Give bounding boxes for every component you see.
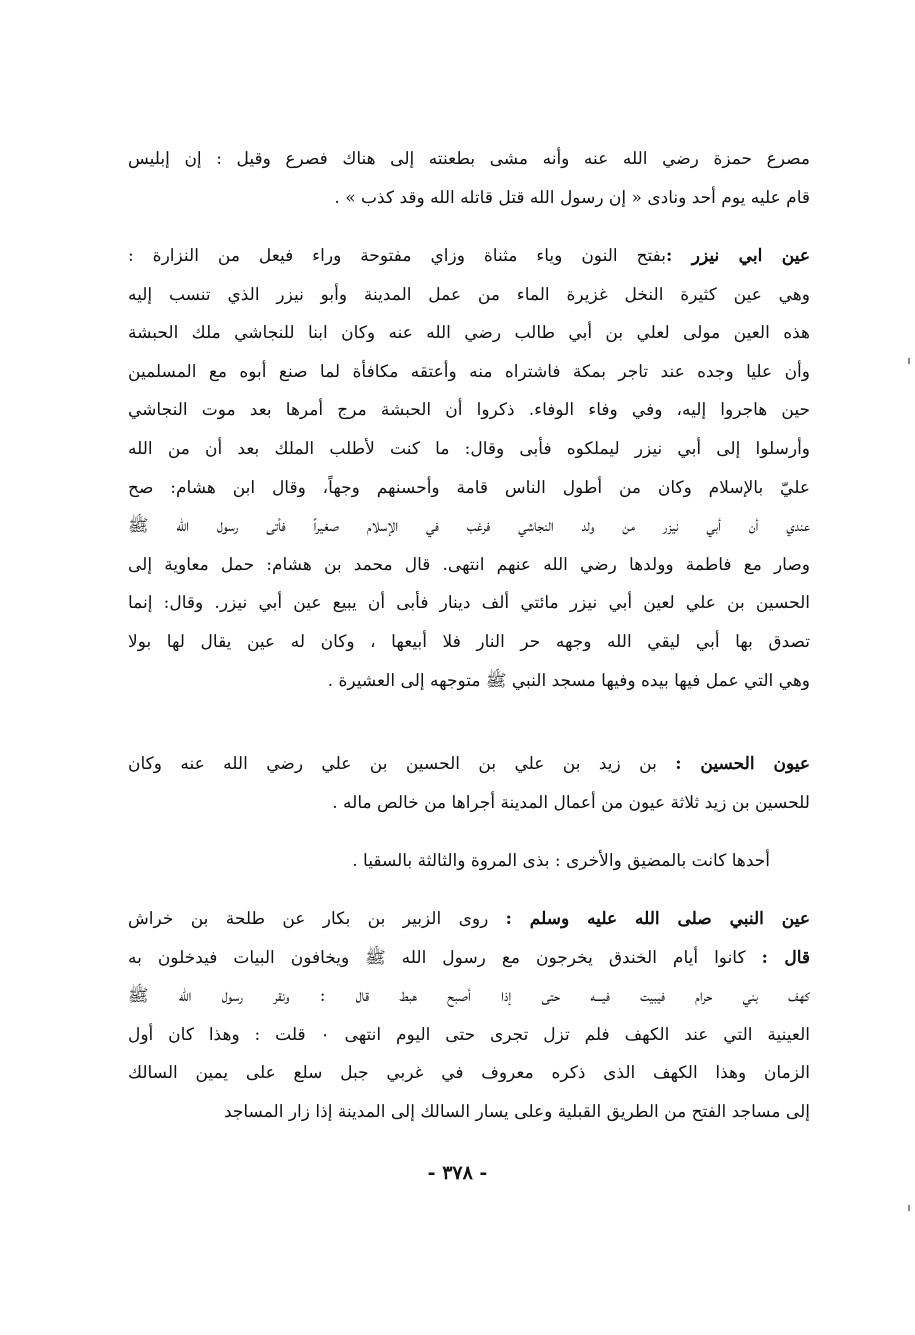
text-line: وأن عليا وجده عند تاجر بمكة فاشتراه منه وأعتقه مكافأة لما صنع أبوه مع المسلمين [128,361,810,382]
text-line [128,237,810,276]
entry-text: بفتح النون وياء مثناة وزاي مفتوحة وراء فيعل من النزارة : [128,246,667,266]
text-line: عليّ بالإسلام وكان من أطول الناس قامة وأحسنهم وجهاً، وقال ابن هشام: صح [128,477,810,498]
text-line: هذه العين مولى لعلي بن أبي طالب رضي الله عنه وكان ابنا للنجاشي ملك الحبشة [128,323,810,344]
text-line: أحدها كانت بالمضيق والأخرى : بذى المروة والثالثة بالسقيا . [352,851,770,871]
text-line: عندي أن أبي نيزر من ولد النجاشي فرغب في الإسلام صغيراً فأتى رسول الله ﷺ [128,516,810,537]
scan-edge-mark [908,1205,910,1211]
text-line [128,745,810,784]
text-line [128,900,810,939]
text-line: قام عليه يوم أحد ونادى « إن رسول الله قتل قاتله الله وقد كذب » . [334,187,810,208]
text-line: كهف بني حرام فيبيت فيـــه حتى إذا أصبح هبط قال : ونقر رسول الله ﷺ [128,986,810,1007]
entry-text: روى الزبير بن بكار عن طلحة بن خراش [128,909,489,929]
text-line [128,939,810,978]
text-line: وهي عين كثيرة النخل غزيرة الماء من عمل المدينة وأبو نيزر الذي تنسب إليه [128,284,810,305]
paragraph-4 [128,842,810,881]
scan-edge-mark [908,358,910,364]
paragraph-3 [128,745,810,822]
paragraph-5 [128,900,810,1132]
text-line: الحسين بن علي لعين أبي نيزر مائتي ألف دينار فأبى أن يبيع عين أبي نيزر. وقال: إنما [128,593,810,614]
entry-text: كانوا أيام الخندق يخرجون مع رسول الله ﷺ ويخافون البيات فيدخلون به [128,947,746,968]
inline-heading: قال : [761,947,810,968]
text-line: للحسين بن زيد ثلاثة عيون من أعمال المدينة أجراها من خالص ماله . [332,792,810,813]
text-line: الزمان وهذا الكهف الذى ذكره معروف في غربي جبل سلع على يمين السالك [128,1063,810,1084]
paragraph-1 [128,140,810,217]
paragraph-2 [128,237,810,700]
text-line: تصدق بها أبي ليقي الله وجهه حر النار فلا أبيعها ، وكان له عين يقال لها بولا [128,631,810,652]
entry-heading: عين النبي صلى الله عليه وسلم : [505,909,810,929]
entry-heading: عيون الحسين : [675,754,810,774]
text-line: إلى مساجد الفتح من الطريق القبلية وعلى يسار السالك إلى المدينة إذا زار المساجد [223,1101,810,1122]
text-line: وهي التي عمل فيها بيده وفيها مسجد النبي ﷺ متوجهه إلى العشيرة . [327,670,810,691]
entry-heading: عين ابي نيزر : [666,246,810,266]
entry-text: بن زيد بن علي بن الحسين بن علي رضي الله عنه وكان [128,754,657,774]
page-number: - ٣٧٨ - [427,1162,488,1184]
text-line: مصرع حمزة رضي الله عنه وأنه مشى بطعنته إلى هناك فصرع وقيل : إن إبليس [128,149,810,169]
text-line: وصار مع فاطمة وولدها رضي الله عنهم انتهى. قال محمد بن هشام: حمل معاوية إلى [128,554,810,575]
text-line: حين هاجروا إليه، وفي وفاء الوفاء. ذكروا أن الحبشة مرج أمرها بعد موت النجاشي [128,400,810,421]
text-line: العينية التي عند الكهف فلم تزل تجرى حتى اليوم انتهى ٠ قلت : وهذا كان أول [128,1024,810,1045]
text-line: وأرسلوا إلى أبي نيزر ليملكوه فأبى وقال: ما كنت لأطلب الملك بعد أن من الله [128,438,810,459]
